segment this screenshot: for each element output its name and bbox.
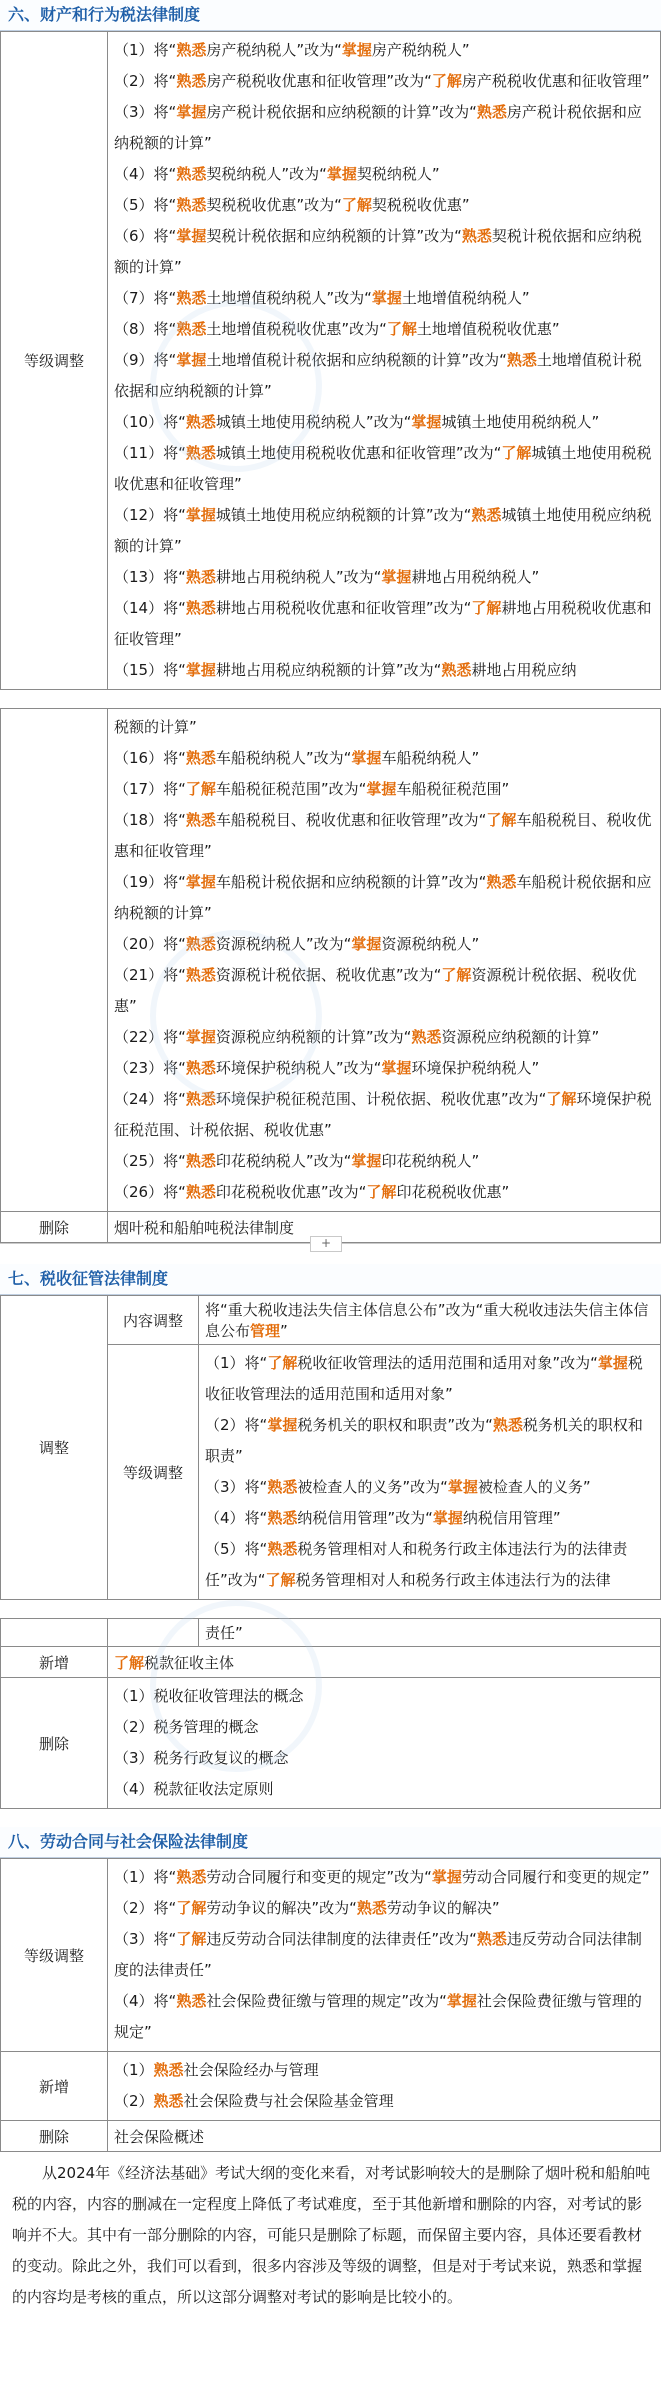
item-text: 被检查人的义务” <box>477 1478 591 1496</box>
item-text: 城镇土地使用税纳税人”改为“ <box>215 413 412 431</box>
section-6-table-part2 <box>0 708 661 1243</box>
item-text: （21）将“ <box>114 966 186 984</box>
section-6-items-part1 <box>108 32 661 690</box>
list-item <box>205 1503 654 1534</box>
list-item <box>114 1022 654 1053</box>
item-text: 耕地占用税纳税人” <box>411 568 540 586</box>
item-text: 房产税税收优惠和征收管理” <box>461 72 650 90</box>
item-text: 车船税计税依据和应纳税额的计算” <box>114 873 652 922</box>
item-text: 纳税信用管理”改为“ <box>297 1509 433 1527</box>
item-text: 税收征收管理法的适用范围和适用对象” <box>205 1354 643 1403</box>
level-keyword: 掌握 <box>176 351 207 369</box>
level-keyword: 熟悉 <box>185 413 216 431</box>
item-text: （1） <box>114 2061 154 2079</box>
level-keyword: 熟悉 <box>461 227 492 245</box>
list-item <box>114 1924 654 1986</box>
level-keyword: 熟悉 <box>185 1090 216 1108</box>
level-keyword: 熟悉 <box>153 2061 184 2079</box>
section-8-title: 八、劳动合同与社会保险法律制度 <box>0 1827 661 1858</box>
item-text: 资源税纳税人”改为“ <box>215 935 352 953</box>
item-text: 车船税征税范围” <box>396 780 510 798</box>
item-text: 环境保护税纳税人” <box>411 1059 540 1077</box>
item-text: （16）将“ <box>114 749 186 767</box>
level-keyword: 熟悉 <box>185 599 216 617</box>
section-7-new-label: 新增 <box>1 1647 108 1678</box>
item-text: 劳动争议的解决” <box>386 1899 500 1917</box>
list-item <box>114 805 654 867</box>
list-item <box>114 562 654 593</box>
item-text: ” <box>280 1322 288 1340</box>
item-text: 城镇土地使用税应纳税额的计算”改为“ <box>215 506 472 524</box>
level-keyword: 了解 <box>267 1354 298 1372</box>
level-keyword: 熟悉 <box>267 1509 298 1527</box>
section-8-level-items <box>108 1859 661 2052</box>
item-text: （3）将“ <box>114 103 177 121</box>
item-text: 劳动合同履行和变更的规定”改为“ <box>206 1868 432 1886</box>
level-keyword: 掌握 <box>446 1992 477 2010</box>
item-text: 印花税纳税人”改为“ <box>215 1152 352 1170</box>
list-item <box>114 2086 654 2117</box>
level-keyword: 熟悉 <box>176 1992 207 2010</box>
item-text: （13）将“ <box>114 568 186 586</box>
item-text: 土地增值税税收优惠”改为“ <box>206 320 387 338</box>
item-text: （4）将“ <box>114 165 177 183</box>
section-7-content-label: 内容调整 <box>108 1296 199 1345</box>
list-item <box>114 774 654 805</box>
item-text: 社会保险费与社会保险基金管理 <box>183 2092 394 2110</box>
list-item <box>205 1472 654 1503</box>
item-text: 印花税税收优惠” <box>396 1183 510 1201</box>
item-text: 环境保护税征税范围、计税依据、税收优惠”改为“ <box>215 1090 547 1108</box>
item-text: 土地增值税计税依据和应纳税额的计算” <box>114 351 642 400</box>
item-text: 违反劳动合同法律制度的法律责任”改为“ <box>206 1930 477 1948</box>
item-text: 房产税计税依据和应纳税额的计算” <box>114 103 642 152</box>
level-keyword: 熟悉 <box>185 444 216 462</box>
item-text: 社会保险费征缴与管理的规定” <box>114 1992 642 2041</box>
level-keyword: 熟悉 <box>176 165 207 183</box>
item-text: 契税纳税人” <box>356 165 440 183</box>
level-keyword: 掌握 <box>371 289 402 307</box>
item-text: 被检查人的义务”改为“ <box>297 1478 448 1496</box>
section-7-delete-label: 删除 <box>1 1678 108 1809</box>
item-text: 车船税征税范围”改为“ <box>215 780 367 798</box>
item-text: 税额的计算” <box>114 718 197 736</box>
level-keyword: 熟悉 <box>267 1478 298 1496</box>
item-text: 资源税纳税人” <box>381 935 480 953</box>
level-keyword: 熟悉 <box>476 103 507 121</box>
item-text: 印花税税收优惠”改为“ <box>215 1183 367 1201</box>
level-keyword: 熟悉 <box>185 1183 216 1201</box>
level-keyword: 掌握 <box>185 873 216 891</box>
level-keyword: 熟悉 <box>492 1416 523 1434</box>
level-keyword: 熟悉 <box>185 966 216 984</box>
item-text: 契税纳税人”改为“ <box>206 165 327 183</box>
item-text: （4）将“ <box>114 1992 177 2010</box>
section-8-level-label: 等级调整 <box>1 1859 108 2052</box>
item-text: 城镇土地使用税应纳税额的计算” <box>114 506 652 555</box>
level-keyword: 熟悉 <box>267 1540 298 1558</box>
list-item <box>114 500 654 562</box>
list-item: （1）税收征收管理法的概念 <box>114 1687 304 1705</box>
item-text: （18）将“ <box>114 811 186 829</box>
item-text: （19）将“ <box>114 873 186 891</box>
list-item: （3）税务行政复议的概念 <box>114 1749 289 1767</box>
item-text: 城镇土地使用税税收优惠和征收管理”改为“ <box>215 444 502 462</box>
list-item <box>114 159 654 190</box>
list-item <box>114 221 654 283</box>
item-text: （20）将“ <box>114 935 186 953</box>
level-keyword: 了解 <box>114 1653 145 1672</box>
item-text: 税务管理相对人和税务行政主体违法行为的法律 <box>295 1571 611 1589</box>
page-gap-1 <box>0 690 661 708</box>
item-text: 违反劳动合同法律制度的法律责任” <box>114 1930 642 1979</box>
expand-button[interactable]: + <box>310 1236 342 1252</box>
list-item <box>114 1986 654 2048</box>
section-7-table-part2 <box>0 1618 661 1809</box>
item-text: 环境保护税征税范围、计税依据、税收优惠” <box>114 1090 652 1139</box>
level-keyword: 掌握 <box>341 41 372 59</box>
level-keyword: 掌握 <box>431 1868 462 1886</box>
item-text: （9）将“ <box>114 351 177 369</box>
item-text: 车船税税目、税收优惠和征收管理” <box>114 811 652 860</box>
item-text: （5）将“ <box>205 1540 268 1558</box>
item-text: 税款征收主体 <box>144 1653 235 1672</box>
item-text: 土地增值税计税依据和应纳税额的计算”改为“ <box>206 351 507 369</box>
list-item <box>114 283 654 314</box>
level-keyword: 熟悉 <box>185 1059 216 1077</box>
item-text: 环境保护税纳税人”改为“ <box>215 1059 382 1077</box>
section-7-delete-items <box>108 1678 661 1809</box>
item-text: （10）将“ <box>114 413 186 431</box>
list-item <box>114 1053 654 1084</box>
level-keyword: 熟悉 <box>441 661 472 679</box>
level-keyword: 了解 <box>441 966 472 984</box>
list-item <box>114 1177 654 1208</box>
item-text: 资源税计税依据、税收优惠” <box>114 966 637 1015</box>
item-text: 纳税信用管理” <box>462 1509 561 1527</box>
item-text: 印花税纳税人” <box>381 1152 480 1170</box>
list-item <box>114 655 654 686</box>
item-text: 社会保险费征缴与管理的规定”改为“ <box>206 1992 447 2010</box>
level-keyword: 掌握 <box>366 780 397 798</box>
section-6-title: 六、财产和行为税法律制度 <box>0 0 661 31</box>
item-text: 将“重大税收违法失信主体信息公布”改为“重大税收违法失信主体信息公布 <box>205 1301 649 1340</box>
section-7-level-tail: 责任” <box>199 1619 661 1647</box>
list-item <box>114 1862 654 1893</box>
section-7-new-value <box>108 1647 661 1678</box>
level-keyword: 掌握 <box>176 227 207 245</box>
item-text: （6）将“ <box>114 227 177 245</box>
list-item <box>114 345 654 407</box>
item-text: （2）将“ <box>205 1416 268 1434</box>
item-text: （8）将“ <box>114 320 177 338</box>
level-keyword: 掌握 <box>411 413 442 431</box>
level-keyword: 了解 <box>546 1090 577 1108</box>
item-text: 房产税计税依据和应纳税额的计算”改为“ <box>206 103 477 121</box>
level-keyword: 熟悉 <box>176 72 207 90</box>
list-item <box>114 314 654 345</box>
level-keyword: 熟悉 <box>471 506 502 524</box>
item-text: 劳动争议的解决”改为“ <box>206 1899 357 1917</box>
item-text: （17）将“ <box>114 780 186 798</box>
item-text: （1）将“ <box>114 41 177 59</box>
item-text: （23）将“ <box>114 1059 186 1077</box>
item-text: 房产税纳税人” <box>371 41 470 59</box>
item-text: 耕地占用税税收优惠和征收管理” <box>114 599 652 648</box>
level-keyword: 掌握 <box>185 506 216 524</box>
item-text: （1）将“ <box>205 1354 268 1372</box>
item-text: 资源税应纳税额的计算” <box>441 1028 600 1046</box>
item-text: 车船税计税依据和应纳税额的计算”改为“ <box>215 873 487 891</box>
item-text: （3）将“ <box>205 1478 268 1496</box>
list-item: （2）税务管理的概念 <box>114 1718 259 1736</box>
list-item <box>205 1348 654 1410</box>
item-text: 城镇土地使用税税收优惠和征收管理” <box>114 444 652 493</box>
level-keyword: 管理 <box>250 1322 281 1340</box>
item-text: 城镇土地使用税纳税人” <box>441 413 600 431</box>
list-item <box>114 929 654 960</box>
item-text: （4）将“ <box>205 1509 268 1527</box>
item-text: 车船税纳税人”改为“ <box>215 749 352 767</box>
item-text: （25）将“ <box>114 1152 186 1170</box>
item-text: （14）将“ <box>114 599 186 617</box>
item-text: 耕地占用税应纳 <box>471 661 577 679</box>
level-keyword: 熟悉 <box>486 873 517 891</box>
section-8-new-items <box>108 2052 661 2121</box>
item-text: 房产税税收优惠和征收管理”改为“ <box>206 72 432 90</box>
item-text: 资源税应纳税额的计算”改为“ <box>215 1028 412 1046</box>
item-text: 土地增值税税收优惠” <box>416 320 560 338</box>
list-item <box>114 867 654 929</box>
summary-paragraph: 从2024年《经济法基础》考试大纲的变化来看，对考试影响较大的是删除了烟叶税和船舶吨税的内容，内容的删减在一定程度上降低了考试难度，至于其他新增和删除的内容，对考试的影响并不大。其中有一部分删除的内容，可能只是删除了标题，而保留主要内容，具体还要看教材的变动。除此之外，我们可以看到，很多内容涉及等级的调整，但是对于考试来说，熟悉和掌握的内容均是考核的重点，所以这部分调整对考试的影响是比较小的。 <box>12 2164 651 2306</box>
section-7-continued-sub <box>108 1619 199 1647</box>
level-keyword: 熟悉 <box>185 568 216 586</box>
item-text: （2） <box>114 2092 154 2110</box>
item-text: （7）将“ <box>114 289 177 307</box>
list-item <box>114 743 654 774</box>
level-keyword: 了解 <box>176 1899 207 1917</box>
level-keyword: 了解 <box>366 1183 397 1201</box>
level-keyword: 熟悉 <box>476 1930 507 1948</box>
list-item <box>114 66 654 97</box>
item-text: （12）将“ <box>114 506 186 524</box>
list-item <box>114 1084 654 1146</box>
item-text: （3）将“ <box>114 1930 177 1948</box>
item-text: 契税计税依据和应纳税额的计算”改为“ <box>206 227 462 245</box>
item-text: 车船税纳税人” <box>381 749 480 767</box>
item-text: 税务管理相对人和税务行政主体违法行为的法律责任”改为“ <box>205 1540 628 1589</box>
item-text: （22）将“ <box>114 1028 186 1046</box>
level-keyword: 熟悉 <box>153 2092 184 2110</box>
section-6-table-part1 <box>0 31 661 690</box>
section-6-items-part2 <box>108 709 661 1212</box>
item-text: 土地增值税纳税人”改为“ <box>206 289 372 307</box>
item-text: 税务机关的职权和职责”改为“ <box>297 1416 493 1434</box>
item-text: 耕地占用税应纳税额的计算”改为“ <box>215 661 442 679</box>
list-item: （4）税款征收法定原则 <box>114 1780 274 1798</box>
section-8-delete-label: 删除 <box>1 2121 108 2152</box>
list-item <box>114 960 654 1022</box>
section-7-table-part1 <box>0 1295 661 1600</box>
section-7-level-items <box>199 1345 661 1600</box>
level-keyword: 掌握 <box>597 1354 628 1372</box>
page-gap-2 <box>0 1600 661 1618</box>
section-6-level-label: 等级调整 <box>1 32 108 690</box>
list-item <box>114 2055 654 2086</box>
level-keyword: 掌握 <box>351 1152 382 1170</box>
level-keyword: 了解 <box>431 72 462 90</box>
level-keyword: 掌握 <box>432 1509 463 1527</box>
list-item <box>114 35 654 66</box>
level-keyword: 掌握 <box>185 1028 216 1046</box>
level-keyword: 掌握 <box>381 1059 412 1077</box>
item-text: （5）将“ <box>114 196 177 214</box>
item-text: 耕地占用税税收优惠和征收管理”改为“ <box>215 599 472 617</box>
list-item <box>114 97 654 159</box>
level-keyword: 掌握 <box>381 568 412 586</box>
item-text: 房产税纳税人”改为“ <box>206 41 342 59</box>
section-8-new-label: 新增 <box>1 2052 108 2121</box>
level-keyword: 掌握 <box>326 165 357 183</box>
list-item <box>114 1146 654 1177</box>
item-text: （24）将“ <box>114 1090 186 1108</box>
section-7-content-item <box>199 1296 661 1345</box>
item-text: 税务机关的职权和职责” <box>205 1416 643 1465</box>
section-8-table <box>0 1858 661 2152</box>
list-item <box>205 1410 654 1472</box>
list-item <box>114 712 654 743</box>
item-text: 资源税计税依据、税收优惠”改为“ <box>215 966 442 984</box>
level-keyword: 掌握 <box>185 661 216 679</box>
list-item <box>114 438 654 500</box>
level-keyword: 了解 <box>486 811 517 829</box>
item-text: （15）将“ <box>114 661 186 679</box>
section-8-delete-value: 社会保险概述 <box>108 2121 661 2152</box>
item-text: 契税计税依据和应纳税额的计算” <box>114 227 642 276</box>
item-text: 耕地占用税纳税人”改为“ <box>215 568 382 586</box>
section-6-delete-value: 烟叶税和船舶吨税法律制度 <box>108 1212 661 1243</box>
level-keyword: 了解 <box>386 320 417 338</box>
level-keyword: 熟悉 <box>185 1152 216 1170</box>
list-item <box>114 1893 654 1924</box>
level-keyword: 熟悉 <box>185 811 216 829</box>
section-7-adjust-label: 调整 <box>1 1296 108 1600</box>
expand-bar <box>0 1236 661 1264</box>
level-keyword: 了解 <box>265 1571 296 1589</box>
page-gap-3 <box>0 1809 661 1827</box>
level-keyword: 掌握 <box>447 1478 478 1496</box>
section-6-delete-label: 删除 <box>1 1212 108 1243</box>
item-text: （1）将“ <box>114 1868 177 1886</box>
level-keyword: 了解 <box>471 599 502 617</box>
item-text: 社会保险经办与管理 <box>183 2061 319 2079</box>
list-item <box>114 190 654 221</box>
item-text: （2）将“ <box>114 1899 177 1917</box>
list-item <box>205 1534 654 1596</box>
item-text: 劳动合同履行和变更的规定” <box>461 1868 650 1886</box>
level-keyword: 掌握 <box>176 103 207 121</box>
level-keyword: 熟悉 <box>356 1899 387 1917</box>
section-7-continued-label <box>1 1619 108 1647</box>
item-text: 契税税收优惠”改为“ <box>206 196 342 214</box>
item-text: （11）将“ <box>114 444 186 462</box>
item-text: 土地增值税纳税人” <box>401 289 530 307</box>
level-keyword: 掌握 <box>351 935 382 953</box>
level-keyword: 熟悉 <box>185 935 216 953</box>
level-keyword: 掌握 <box>351 749 382 767</box>
item-text: 契税税收优惠” <box>371 196 470 214</box>
level-keyword: 熟悉 <box>176 289 207 307</box>
section-6-level-label-continued <box>1 709 108 1212</box>
item-text: 车船税税目、税收优惠和征收管理”改为“ <box>215 811 487 829</box>
level-keyword: 熟悉 <box>506 351 537 369</box>
level-keyword: 了解 <box>176 1930 207 1948</box>
level-keyword: 熟悉 <box>176 196 207 214</box>
item-text: （26）将“ <box>114 1183 186 1201</box>
level-keyword: 了解 <box>501 444 532 462</box>
level-keyword: 熟悉 <box>176 320 207 338</box>
level-keyword: 熟悉 <box>185 749 216 767</box>
level-keyword: 熟悉 <box>411 1028 442 1046</box>
item-text: （2）将“ <box>114 72 177 90</box>
section-7-title: 七、税收征管法律制度 <box>0 1264 661 1295</box>
level-keyword: 了解 <box>341 196 372 214</box>
level-keyword: 熟悉 <box>176 41 207 59</box>
section-7-level-label: 等级调整 <box>108 1345 199 1600</box>
list-item <box>114 407 654 438</box>
level-keyword: 掌握 <box>267 1416 298 1434</box>
list-item <box>114 593 654 655</box>
level-keyword: 了解 <box>185 780 216 798</box>
item-text: 税收征收管理法的适用范围和适用对象”改为“ <box>297 1354 598 1372</box>
level-keyword: 熟悉 <box>176 1868 207 1886</box>
